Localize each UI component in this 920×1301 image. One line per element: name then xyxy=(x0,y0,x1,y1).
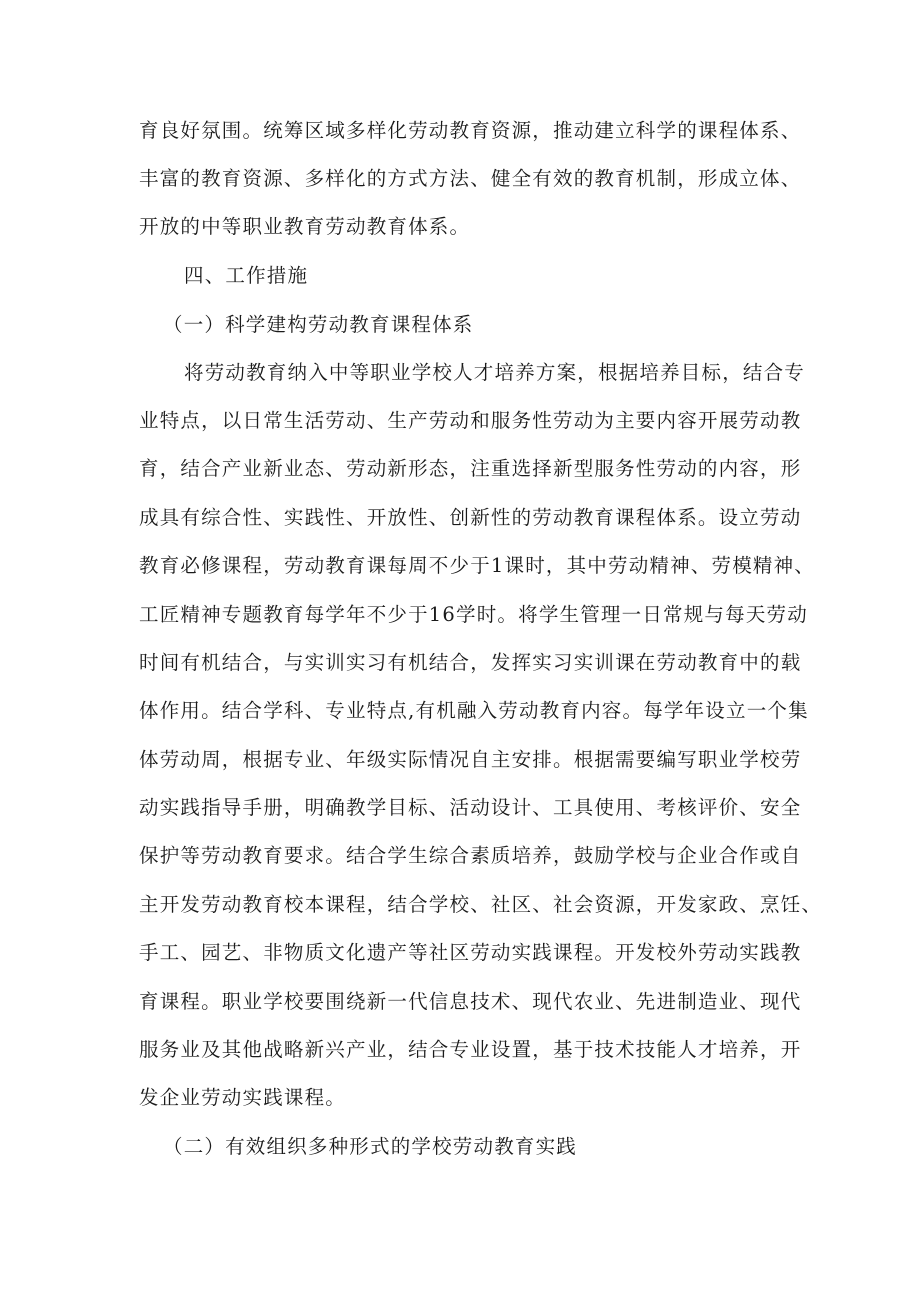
text-line: 工匠精神专题教育每学年不少于16学时。将学生管理一日常规与每天劳动 xyxy=(139,603,808,626)
text-line: 丰富的教育资源、多样化的方式方法、健全有效的教育机制，形成立体、 xyxy=(139,167,802,190)
subsection-heading: （一）科学建构劳动教育课程体系 xyxy=(163,313,474,336)
text-line: 保护等劳动教育要求。结合学生综合素质培养，鼓励学校与企业合作或自 xyxy=(139,844,802,867)
text-line: 育课程。职业学校要围绕新一代信息技术、现代农业、先进制造业、现代 xyxy=(139,990,802,1013)
text-line: 教育必修课程，劳动教育课每周不少于1课时，其中劳动精神、劳模精神、 xyxy=(139,554,816,577)
text-line: 开放的中等职业教育劳动教育体系。 xyxy=(139,215,471,238)
section-heading: 四、工作措施 xyxy=(184,264,309,287)
text-line: 主开发劳动教育校本课程，结合学校、社区、社会资源，开发家政、烹饪、 xyxy=(139,893,823,916)
text-line: 育良好氛围。统筹区域多样化劳动教育资源，推动建立科学的课程体系、 xyxy=(139,119,802,142)
text-line: 体作用。结合学科、专业特点,有机融入劳动教育内容。每学年设立一个集 xyxy=(139,699,809,722)
subsection-heading: （二）有效组织多种形式的学校劳动教育实践 xyxy=(163,1135,578,1158)
text-line: 发企业劳动实践课程。 xyxy=(139,1086,347,1109)
text-line: 动实践指导手册，明确教学目标、活动设计、工具使用、考核评价、安全 xyxy=(139,796,802,819)
text-line: 服务业及其他战略新兴产业，结合专业设置，基于技术技能人才培养，开 xyxy=(139,1038,802,1061)
text-line: 育，结合产业新业态、劳动新形态，注重选择新型服务性劳动的内容，形 xyxy=(139,457,802,480)
text-line: 成具有综合性、实践性、开放性、创新性的劳动教育课程体系。设立劳动 xyxy=(139,506,802,529)
paragraph-first-line: 将劳动教育纳入中等职业学校人才培养方案，根据培养目标，结合专 xyxy=(184,361,806,384)
text-line: 业特点，以日常生活劳动、生产劳动和服务性劳动为主要内容开展劳动教 xyxy=(139,409,802,432)
text-line: 体劳动周，根据专业、年级实际情况自主安排。根据需要编写职业学校劳 xyxy=(139,748,802,771)
text-line: 时间有机结合，与实训实习有机结合，发挥实习实训课在劳动教育中的载 xyxy=(139,651,802,674)
text-line: 手工、园艺、非物质文化遗产等社区劳动实践课程。开发校外劳动实践教 xyxy=(139,941,802,964)
